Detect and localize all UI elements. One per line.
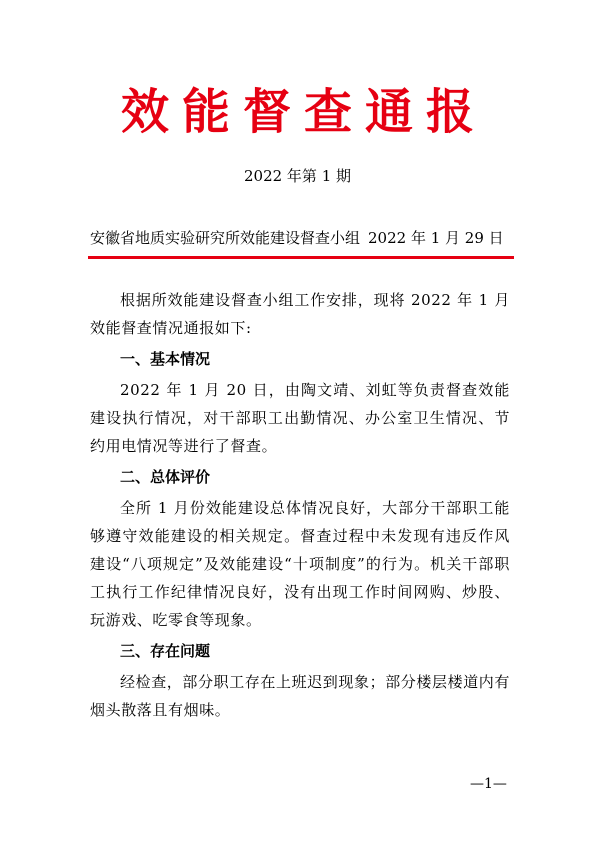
section-heading-evaluation: 二、总体评价 [120, 468, 211, 486]
document-body [90, 286, 510, 724]
masthead-title: 效能督查通报 [120, 84, 487, 140]
section-text-issues: 经检查，部分职工存在上班迟到现象；部分楼层楼道内有烟头散落且有烟味。 [90, 673, 511, 719]
section-text-basic: 2022 年 1 月 20 日，由陶文靖、刘虹等负责督查效能建设执行情况，对干部职工出勤情况、办公室卫生情况、节约用电情况等进行了督查。 [90, 381, 510, 455]
page-number: —1— [470, 776, 507, 792]
red-divider-rule [88, 256, 514, 259]
issue-number: 2022 年第 1 期 [243, 167, 352, 185]
issuer-name: 安徽省地质实验研究所效能建设督查小组 [90, 229, 361, 247]
section-text-evaluation: 全所 1 月份效能建设总体情况良好，大部分干部职工能够遵守效能建设的相关规定。督查过程中未发现有违反作风建设“八项规定”及效能建设“十项制度”的行为。机关干部职工执行工作纪律情况良好，没有出现工作时间网购、炒股、玩游戏、吃零食等现象。 [90, 499, 510, 629]
issue-date: 2022 年 1 月 29 日 [368, 229, 504, 247]
intro-paragraph: 根据所效能建设督查小组工作安排，现将 2022 年 1 月效能督查情况通报如下: [90, 291, 510, 337]
section-heading-issues: 三、存在问题 [120, 642, 211, 660]
section-heading-basic: 一、基本情况 [120, 350, 211, 368]
issuer-line [90, 228, 510, 248]
